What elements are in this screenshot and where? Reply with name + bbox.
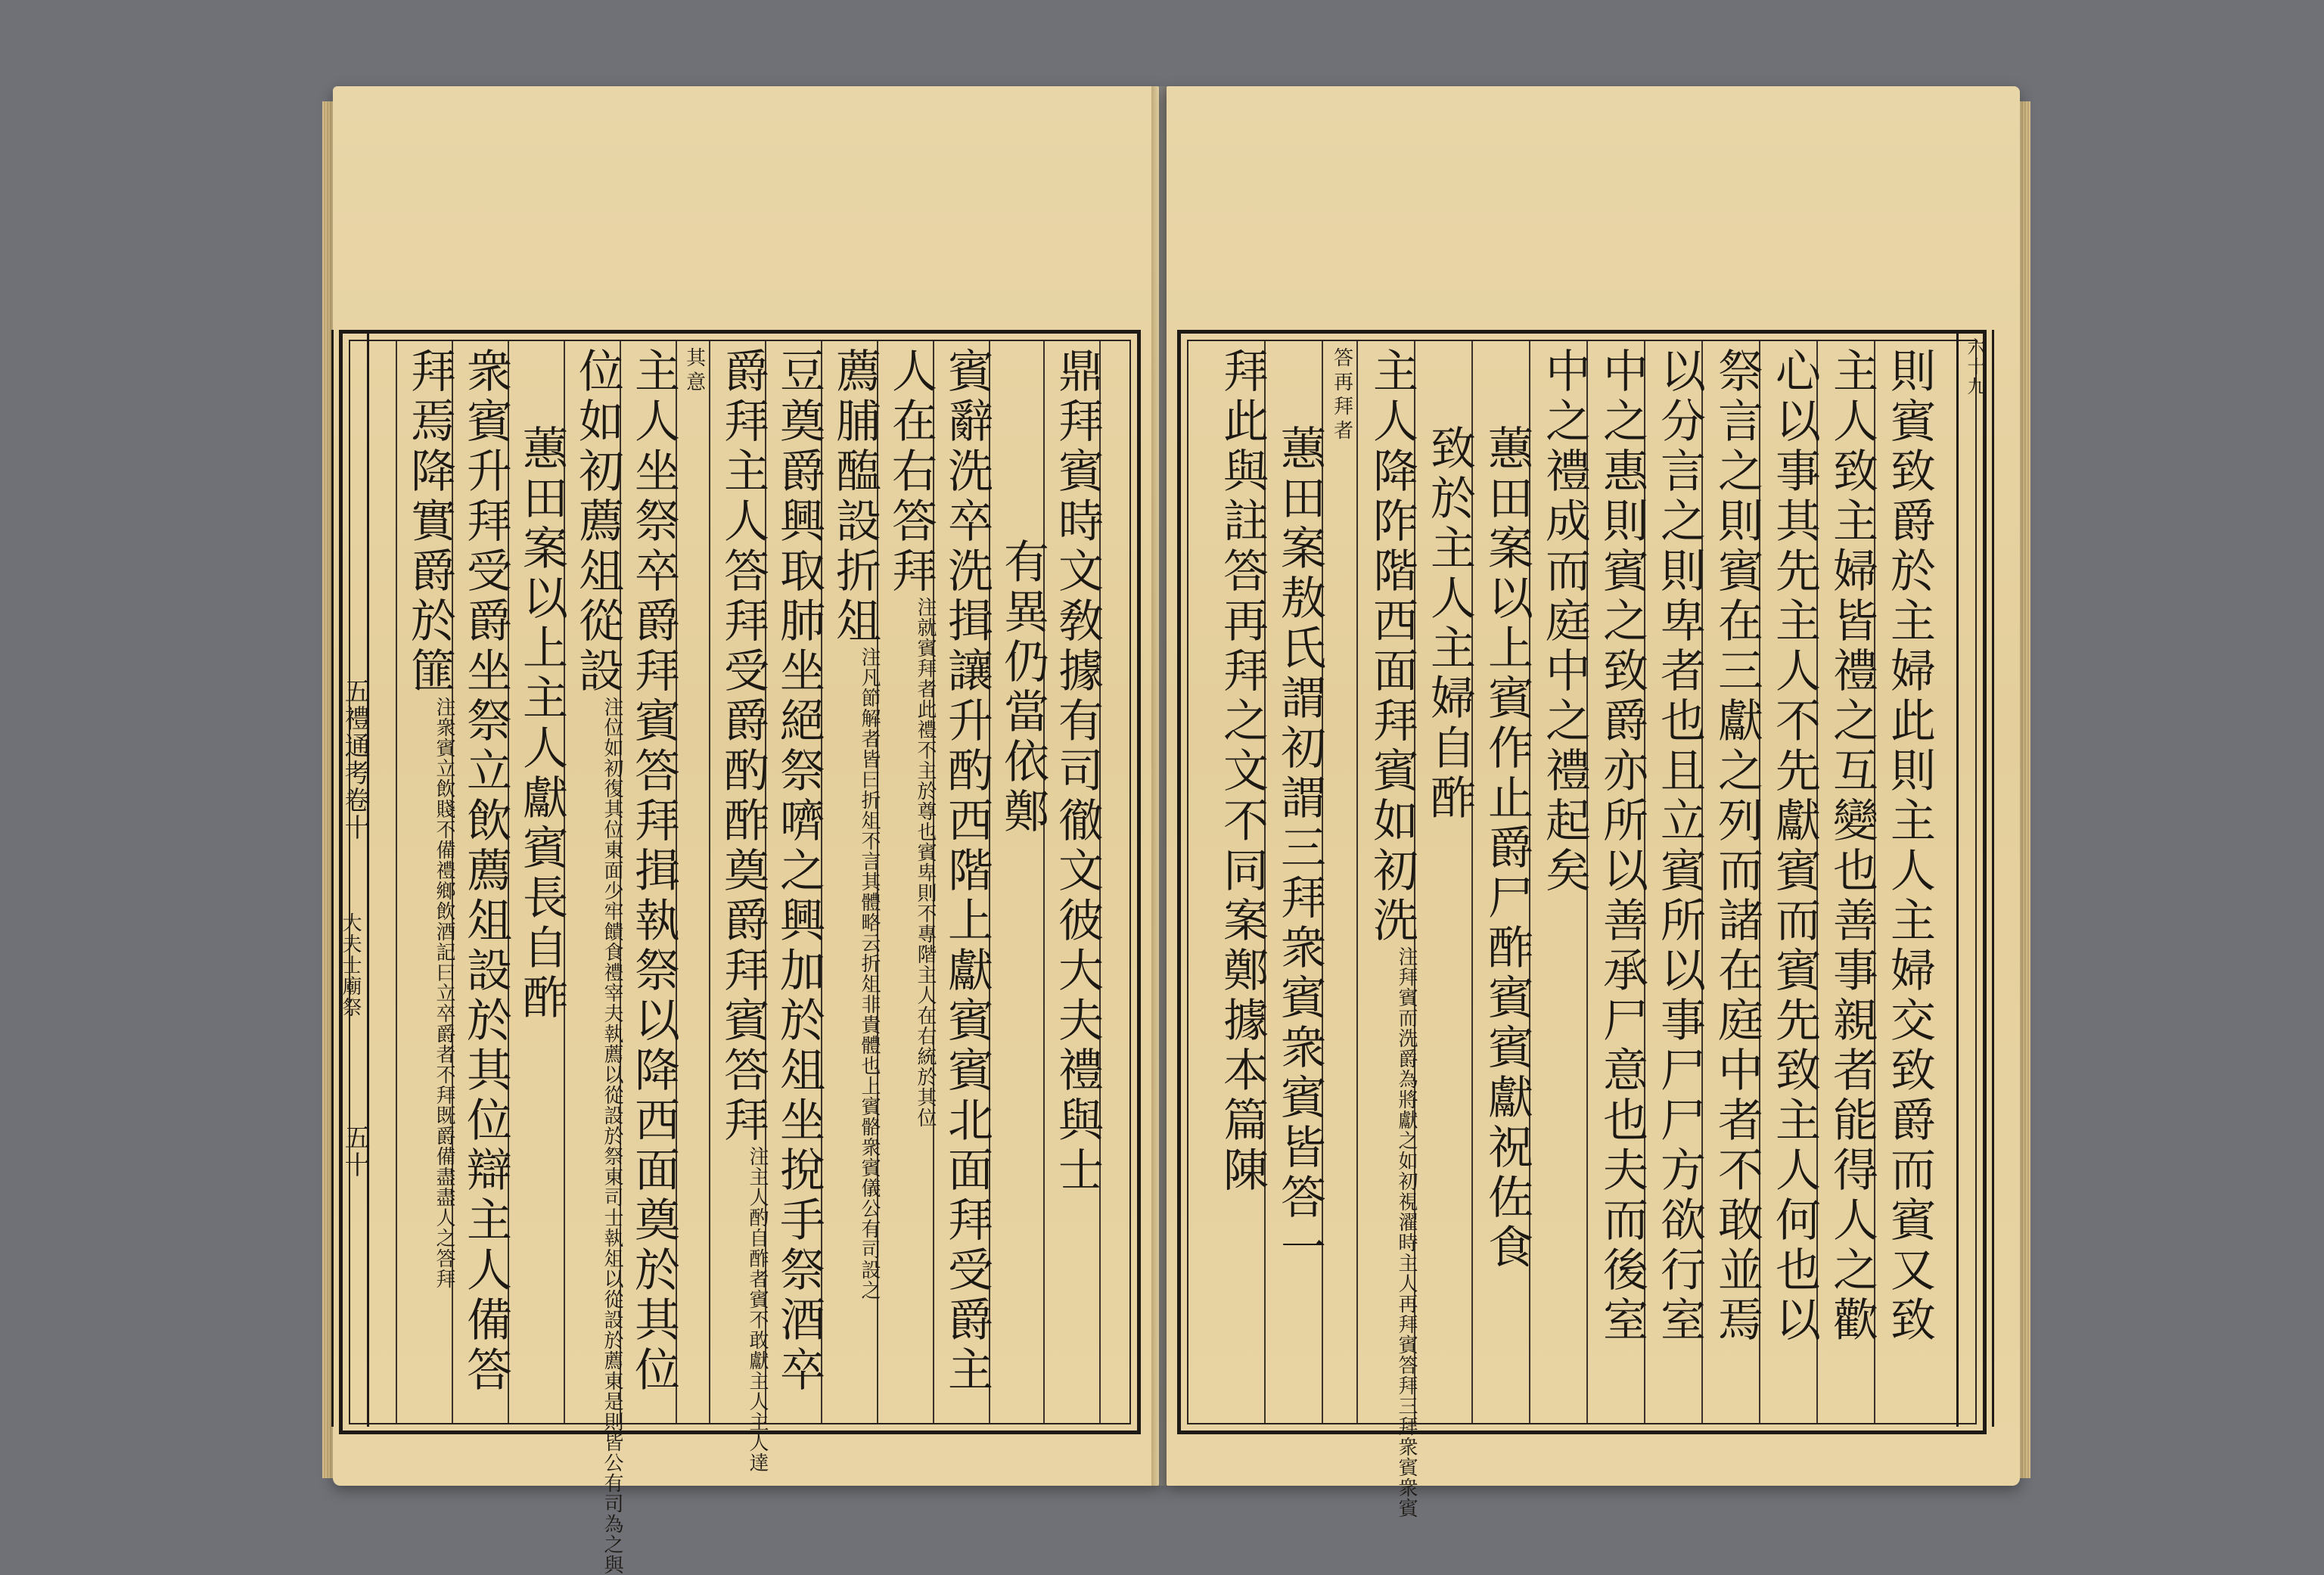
right-col-2: 主人致主婦皆禮之互變也善事親者能得人之歡 [1825, 347, 1878, 1346]
right-col-13: 拜此與註答再拜之文不同案鄭據本篇陳 [1216, 347, 1269, 1196]
left-col-2: 有異仍當依鄭 [996, 538, 1049, 837]
left-col-4 [886, 347, 936, 1417]
left-col-13 [405, 347, 455, 1417]
left-col-7-text: 爵拜主人答拜受爵酌酢奠爵拜賓答拜 [716, 347, 769, 1146]
banxin-section: 大夫士廟祭 [339, 912, 362, 1018]
annotation-note: 注就賓拜者此禮不主於尊也賓卑則不專階主人在右統於其位 [914, 597, 937, 1128]
left-col-11: 蕙田案以上主人獻賓長自酢 [515, 424, 568, 1024]
annotation-note: 注主人酌自酢者賓不敢獻主人主人達 [746, 1146, 769, 1473]
left-col-10-text: 位如初薦俎從設 [571, 347, 624, 697]
left-col-8-note: 其意 [682, 347, 706, 396]
right-col-12: 蕙田案敖氏謂初謂三拜衆賓衆賓皆答一 [1273, 424, 1326, 1273]
banxin-title: 五禮通考卷十 [340, 678, 370, 841]
annotation-note: 注凡節解者皆曰折俎不言其體略云折俎非貴體也上賓骼衆賓儀公有司設之 [858, 647, 881, 1300]
left-col-13-text: 拜焉降實爵於篚 [403, 347, 456, 697]
right-col-5: 以分言之則卑者也且立賓所以事尸尸方欲行室 [1653, 347, 1706, 1346]
left-col-1: 鼎拜賓時文敎據有司徹文彼大夫禮與士 [1051, 347, 1104, 1196]
column-rule [709, 341, 710, 1423]
right-col-4: 祭言之則賓在三獻之列而諸在庭中者不敢並焉 [1710, 347, 1763, 1346]
right-col-8: 蕙田案以上賓作止爵尸酢賓賓獻祝佐食 [1480, 424, 1533, 1273]
column-rule [1356, 341, 1358, 1423]
right-col-7: 中之禮成而庭中之禮起矣 [1538, 347, 1591, 896]
show-through-text [393, 116, 458, 168]
annotation-note: 注衆賓立飲賤不備禮鄉飲酒記曰立卒爵者不拜既爵備盡盡人之答拜 [433, 697, 455, 1289]
left-col-3: 賓辭洗卒洗揖讓升酌西階上獻賓賓北面拜受爵主 [940, 347, 993, 1396]
right-col-10-text: 主人降阼階西面拜賓如初洗 [1366, 347, 1418, 946]
right-col-6: 中之惠則賓之致爵亦所以善承尸意也夫而後室 [1595, 347, 1648, 1346]
right-banxin [1956, 330, 1994, 1427]
left-col-6: 豆奠爵興取肺坐絕祭嚌之興加於俎坐挩手祭酒卒 [772, 347, 825, 1396]
right-col-11-note: 答再拜者 [1330, 347, 1353, 444]
left-text-block [349, 340, 1131, 1575]
right-col-10 [1366, 347, 1418, 1518]
open-book [333, 86, 2020, 1575]
left-col-9: 主人坐祭卒爵拜賓答拜揖執祭以降西面奠於其位 [627, 347, 680, 1396]
banxin-folio: 五十 [340, 1124, 370, 1179]
right-col-9: 致於主人主婦自酢 [1423, 424, 1476, 824]
banxin-folio: 六十九 [1964, 337, 1985, 396]
left-col-10 [571, 347, 624, 1575]
left-col-12: 衆賓升拜受爵坐祭立飲薦俎設於其位辯主人備答 [459, 347, 512, 1396]
right-col-3: 心以事其先主人不先獻賓而賓先致主人何也以 [1768, 347, 1821, 1346]
left-col-5 [830, 347, 880, 1417]
right-text-block [1187, 340, 1977, 1518]
left-col-5-text: 薦脯醢設折俎 [828, 347, 881, 647]
right-text-frame [1177, 330, 1987, 1518]
left-col-4-text: 人在右答拜 [884, 347, 937, 597]
right-col-1: 則賓致爵於主婦此則主人主婦交致爵而賓又致 [1883, 347, 1936, 1346]
left-banxin [331, 330, 369, 1427]
left-col-7 [716, 347, 769, 1473]
annotation-note: 注拜賓而洗爵為將獻之如初視濯時主人再拜賓答拜三拜衆賓衆賓 [1395, 946, 1418, 1518]
annotation-note: 注位如初復其位東面少牢饋食禮宰夫執薦以從設於祭東司士執俎以從設於薦東是則皆公有司為之與 [601, 697, 623, 1575]
column-rule [396, 341, 397, 1423]
left-text-frame [339, 330, 1141, 1575]
